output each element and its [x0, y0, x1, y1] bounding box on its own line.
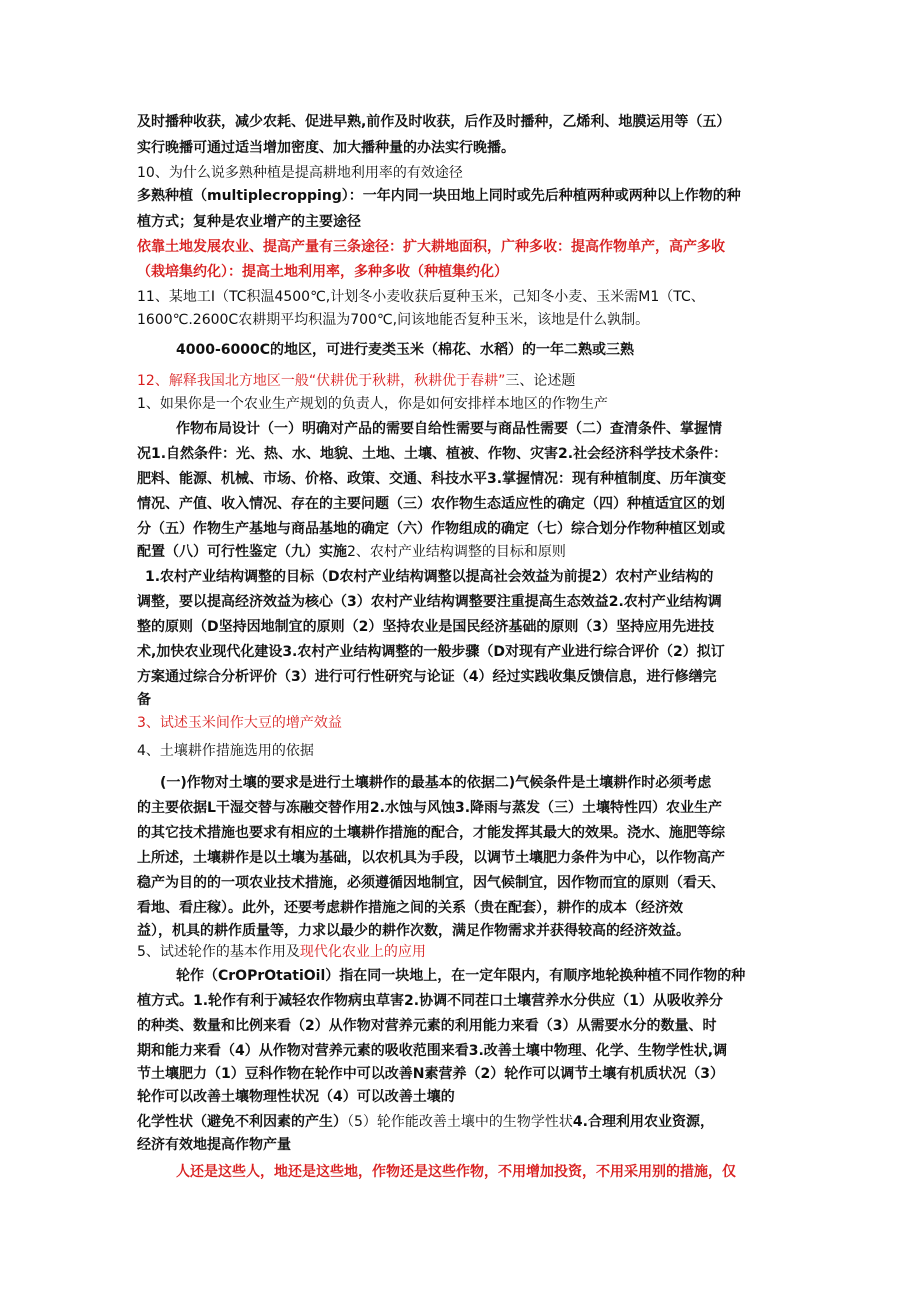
text-line: 上所述，土壤耕作是以土壤为基础，以农机具为手段，以调节土壤肥力条件为中心，以作物高产: [137, 850, 725, 866]
text-line: 的主要依据L干湿交替与冻融交替作用2.水蚀与风蚀3.降雨与蒸发（三）土壤特性四）农业生产: [137, 800, 723, 816]
question-heading: 11、某地工Ⅰ（TC积温4500℃,计划冬小麦收获后夏种玉米，己知冬小麦、玉米需M1（TC、: [137, 289, 705, 305]
text-line: 1600℃.2600C农耕期平均积温为700℃,问该地能否复种玉米，该地是什么孰制。: [137, 312, 650, 328]
question-heading: 1、如果你是一个农业生产规划的负责人，你是如何安排样本地区的作物生产: [137, 396, 608, 412]
text-span: （5）轮作能改善土壤中的生物学性状: [347, 1114, 573, 1130]
text-line: 节土壤肥力（1）豆科作物在轮作中可以改善N素营养（2）轮作可以调节土壤有机质状况（3）: [137, 1066, 724, 1082]
question-heading: 4、土壤耕作措施选用的依据: [137, 743, 314, 759]
question-line: [137, 371, 575, 391]
text-line: 多熟种植（multiplecropping）：一年内同一块田地上同时或先后种植两种或两种以上作物的种: [137, 188, 741, 204]
text-line: 整的原则（D坚持因地制宜的原则（2）坚持农业是国民经济基础的原则（3）坚持应用先进技: [137, 619, 715, 635]
text-line: 况1.自然条件：光、热、水、地貌、土地、土壤、植被、作物、灾害2.社会经济科学技术条件：: [137, 446, 728, 462]
text-line: 期和能力来看（4）从作物对营养元素的吸收范围来看3.改善土壤中物理、化学、生物学性状,调: [137, 1043, 728, 1059]
text-line: 的其它技术措施也要求有相应的土壤耕作措施的配合，才能发挥其最大的效果。浇水、施肥等综: [137, 825, 725, 841]
text-line: 调整，要以提高经济效益为核心（3）农村产业结构调整要注重提高生态效益2.农村产业结构调: [137, 594, 722, 610]
text-line: 肥料、能源、机械、市场、价格、政策、交通、科技水平3.掌握情况：现有种植制度、历年演变: [137, 471, 727, 487]
question-heading: 10、为什么说多熟种植是提高耕地利用率的有效途径: [137, 165, 463, 181]
text-line: 1.农村产业结构调整的目标（D农村产业结构调整以提高社会效益为前提2）农村产业结构的: [145, 569, 714, 585]
text-span: 配置（八）可行性鉴定（九）实施: [137, 544, 347, 560]
section-heading: 三、论述题: [505, 373, 576, 389]
text-line: 作物布局设计（一）明确对产品的需要自给性需要与商品性需要（二）查清条件、掌握情: [176, 421, 722, 437]
text-line: 的种类、数量和比例来看（2）从作物对营养元素的利用能力来看（3）从需要水分的数量、时: [137, 1018, 717, 1034]
text-span: 4.合理利用农业资源，: [572, 1114, 714, 1130]
highlight-line: （栽培集约化）：提高土地利用率，多种多收（种植集约化）: [137, 264, 508, 280]
text-line: 轮作可以改善土壤物理性状况（4）可以改善土壤的: [137, 1089, 455, 1105]
text-line: 看地、看庄稼）。此外，还要考虑耕作措施之间的关系（贵在配套），耕作的成本（经济效: [137, 900, 683, 916]
text-span: 化学性状（避免不利因素的产生）: [137, 1114, 347, 1130]
text-line: 稳产为目的的一项农业技术措施，必须遵循因地制宜，因气候制宜，因作物而宜的原则（看天、: [137, 875, 725, 891]
text-line: 方案通过综合分析评价（3）进行可行性研究与论证（4）经过实践收集反馈信息，进行修缮完: [137, 669, 717, 685]
question-heading-red: 现代化农业上的应用: [299, 944, 426, 960]
text-line: 实行晚播可通过适当增加密度、加大播种量的办法实行晚播。: [137, 140, 515, 156]
question-heading: 5、试述轮作的基本作用及: [137, 944, 300, 960]
text-line: 轮作（CrOPrOtatiOil）指在同一块地上，在一定年限内，有顺序地轮换种植不同作物的种: [176, 968, 746, 984]
text-line: 备: [137, 692, 151, 708]
highlight-line: 依靠土地发展农业、提高产量有三条途径：扩大耕地面积，广种多收：提高作物单产，高产多收: [137, 239, 725, 255]
text-line: (一)作物对土壤的要求是进行土壤耕作的最基本的依据二)气候条件是土壤耕作时必须考虑: [160, 775, 712, 791]
answer-line: 4000-6000C的地区，可进行麦类玉米（棉花、水稻）的一年二熟或三熟: [176, 342, 635, 358]
text-line: [137, 542, 566, 562]
question-heading: 2、农村产业结构调整的目标和原则: [347, 544, 566, 560]
text-line: 情况、产值、收入情况、存在的主要问题（三）农作物生态适应性的确定（四）种植适宜区的划: [137, 496, 725, 512]
text-line: 术,加快农业现代化建设3.农村产业结构调整的一般步骤（D对现有产业进行综合评价（2）拟订: [137, 644, 725, 660]
question-heading-red: 3、试述玉米间作大豆的增产效益: [137, 715, 342, 731]
text-line: 益），机具的耕作质量等，力求以最少的耕作次数，满足作物需求并获得较高的经济效益。: [137, 923, 690, 939]
text-line: [137, 1112, 714, 1132]
highlight-line: 人还是这些人，地还是这些地，作物还是这些作物，不用增加投资，不用采用别的措施，仅: [176, 1164, 736, 1180]
text-line: 经济有效地提高作物产量: [137, 1137, 291, 1153]
text-line: 植方式；复种是农业增产的主要途径: [137, 214, 361, 230]
text-line: 植方式。1.轮作有利于减轻农作物病虫草害2.协调不同茬口土壤营养水分供应（1）从吸收养分: [137, 993, 723, 1009]
question-line: [137, 942, 426, 962]
text-line: 分（五）作物生产基地与商品基地的确定（六）作物组成的确定（七）综合划分作物种植区划或: [137, 521, 725, 537]
question-heading-red: 12、解释我国北方地区一般“伏耕优于秋耕，秋耕优于春耕”: [137, 373, 506, 389]
text-line: 及时播种收获，减少农耗、促进早熟,前作及时收获，后作及时播种，乙烯利、地膜运用等（五）: [137, 114, 731, 130]
